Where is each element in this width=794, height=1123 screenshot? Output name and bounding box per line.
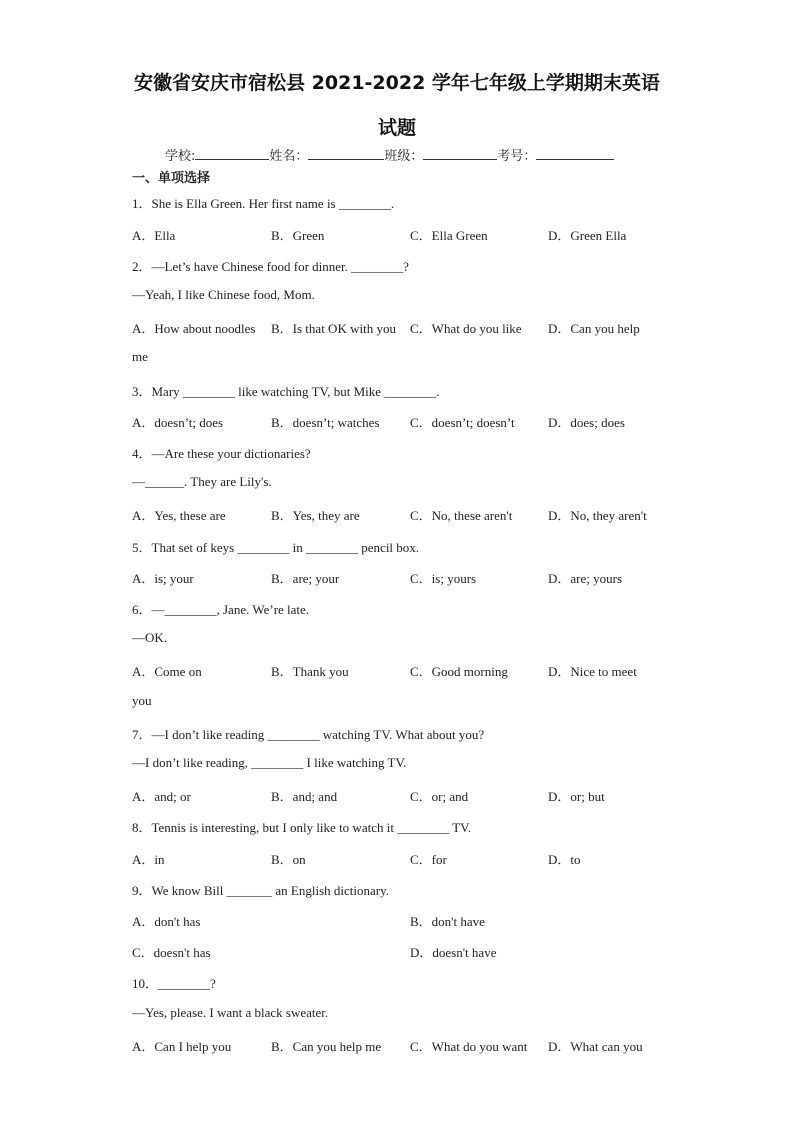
- option-b: B．Green: [271, 228, 325, 243]
- option-c: C．What do you want: [410, 1039, 528, 1054]
- option-b: B．Yes, they are: [271, 508, 360, 523]
- option-d: D．or; but: [548, 789, 605, 804]
- option-a: A．is; your: [132, 571, 194, 586]
- question-stem: 10．________?: [132, 976, 216, 991]
- option-b: B．Can you help me: [271, 1039, 382, 1054]
- option-b: B．Is that OK with you: [271, 321, 396, 336]
- option-b: B．doesn’t; watches: [271, 415, 380, 430]
- number-blank[interactable]: [536, 147, 614, 160]
- option-continuation: you: [132, 693, 152, 708]
- question-dialogue: —I don’t like reading, ________ I like watching TV.: [132, 755, 407, 770]
- option-d: D．Green Ella: [548, 228, 627, 243]
- document-title-line2: 试题: [377, 117, 416, 139]
- option-a: A．Come on: [132, 664, 202, 679]
- option-b: B．are; your: [271, 571, 340, 586]
- question-stem: 7．—I don’t like reading ________ watching TV. What about you?: [132, 727, 485, 742]
- option-d: D．No, they aren't: [548, 508, 647, 523]
- option-b: B．and; and: [271, 789, 338, 804]
- document-title-line1: 安徽省安庆市宿松县 2021-2022 学年七年级上学期期末英语: [134, 72, 660, 94]
- option-c: C．is; yours: [410, 571, 477, 586]
- option-d: D．What can you: [548, 1039, 643, 1054]
- option-c: C．doesn’t; doesn’t: [410, 415, 515, 430]
- question-stem: 1．She is Ella Green. Her first name is ________.: [132, 196, 395, 211]
- option-a: A．How about noodles: [132, 321, 256, 336]
- name-label: 姓名：: [269, 149, 309, 164]
- question-stem: 9．We know Bill _______ an English dictionary.: [132, 883, 389, 898]
- school-label: 学校:: [165, 149, 196, 164]
- option-b: B．Thank you: [271, 664, 349, 679]
- option-a: A．Can I help you: [132, 1039, 232, 1054]
- question-stem: 4．—Are these your dictionaries?: [132, 446, 311, 461]
- option-d: D．are; yours: [548, 571, 623, 586]
- option-b: B．don't have: [410, 914, 485, 929]
- option-a: A．Ella: [132, 228, 176, 243]
- school-blank[interactable]: [195, 147, 269, 160]
- class-label: 班级：: [384, 149, 424, 164]
- option-c: C．or; and: [410, 789, 469, 804]
- option-d: D．Nice to meet: [548, 664, 637, 679]
- question-dialogue: —OK.: [132, 630, 168, 645]
- option-c: C．Good morning: [410, 664, 508, 679]
- question-stem: 3．Mary ________ like watching TV, but Mike ________.: [132, 384, 440, 399]
- question-stem: 6．—________, Jane. We’re late.: [132, 602, 310, 617]
- class-blank[interactable]: [423, 147, 497, 160]
- option-d: D．does; does: [548, 415, 625, 430]
- question-stem: 8．Tennis is interesting, but I only like to watch it ________ TV.: [132, 820, 472, 835]
- option-b: B．on: [271, 852, 306, 867]
- question-stem: 5．That set of keys ________ in ________ pencil box.: [132, 540, 420, 555]
- number-label: 考号：: [497, 149, 537, 164]
- option-a: A．Yes, these are: [132, 508, 226, 523]
- option-d: D．doesn't have: [410, 945, 497, 960]
- option-a: A．and; or: [132, 789, 191, 804]
- option-d: D．Can you help: [548, 321, 640, 336]
- option-a: A．don't has: [132, 914, 201, 929]
- option-a: A．doesn’t; does: [132, 415, 224, 430]
- name-blank[interactable]: [308, 147, 384, 160]
- question-dialogue: —Yes, please. I want a black sweater.: [132, 1005, 329, 1020]
- question-stem: 2．—Let’s have Chinese food for dinner. ________?: [132, 259, 409, 274]
- option-c: C．No, these aren't: [410, 508, 513, 523]
- option-continuation: me: [132, 349, 148, 364]
- option-a: A．in: [132, 852, 165, 867]
- option-c: C．What do you like: [410, 321, 522, 336]
- option-d: D．to: [548, 852, 581, 867]
- option-c: C．Ella Green: [410, 228, 488, 243]
- question-dialogue: —Yeah, I like Chinese food, Mom.: [132, 287, 315, 302]
- student-info-row: [165, 145, 614, 164]
- section-heading: 一、单项选择: [132, 171, 211, 186]
- option-c: C．for: [410, 852, 447, 867]
- question-dialogue: —______. They are Lily's.: [132, 474, 272, 489]
- option-c: C．doesn't has: [132, 945, 211, 960]
